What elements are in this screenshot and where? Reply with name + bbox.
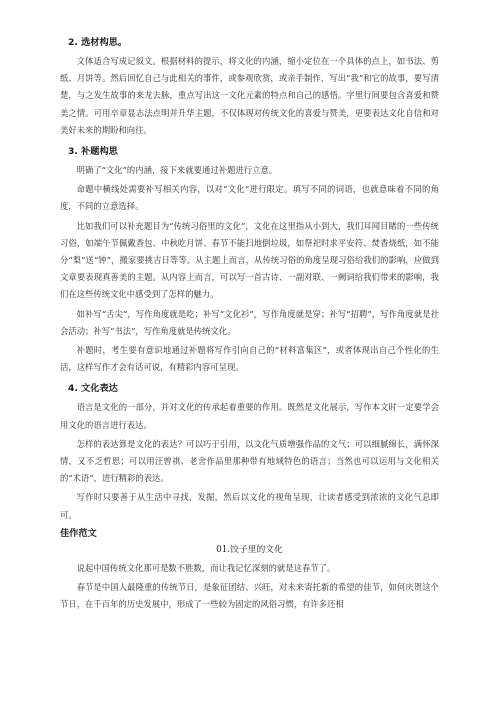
paragraph: 语言是文化的一部分，并对文化的传承起着重要的作用。既然是文化展示，写作本文时一定要学会用文化的语言进行表达。 bbox=[60, 402, 439, 430]
section-heading: 3. 补题构思 bbox=[68, 146, 118, 158]
paragraph: 文体适合写成记叙文。根据材料的提示，将文化的内涵，缩小定位在一个具体的点上，如书法、剪纸、月饼等。然后回忆自己与此相关的事件，或参观欣赏，或亲手制作，写出“我”和它的故事，要写清楚，与之发生故事的来龙去脉，重点写出这一文化元素的特点和自己的感悟。字里行间要包含喜爱和赞美之情。可用卒章显志法点明并升华主题，不仅体现对传统文化的喜爱与赞美，更要表达文化自信和对美好未来的期盼和向往。 bbox=[60, 56, 439, 135]
sample-essay bbox=[60, 527, 439, 614]
paragraph: 如补写“舌尖”，写作角度就是吃；补写“文化衫”，写作角度就是穿；补写“招聘”，写作角度就是社会活动；补写“书法”，写作角度就是传统文化。 bbox=[60, 308, 439, 336]
paragraph: 比如我们可以补充题目为“传统习俗里的文化”，文化在这里指从小到大，我们耳闻目睹的一些传统习俗，如端午节佩戴香包、中秋吃月饼、春节不能扫地倒垃圾，如祭祀时求平安符、焚香烧纸，如不能分“梨”送“钟”，搬家要挑吉日等等。从主题上而言，从传统习俗的角度呈现习俗给我们的影响，应做到文章要表现真善美的主题。从内容上而言，可以写一首古诗、一副对联、一阙词给我们带来的影响，我们在这些传统文化中感受到了怎样的魅力。 bbox=[60, 220, 439, 300]
paragraph: 说起中国传统文化那可是数不胜数，而让我记忆深刻的就是这春节了。 bbox=[76, 562, 336, 573]
paragraph: 明确了“文化”的内涵，接下来就要通过补题进行立意。 bbox=[76, 165, 278, 176]
section-topic-selection bbox=[60, 36, 439, 139]
paragraph: 怎样的表达算是文化的表达？可以巧于引用，以文化气质增强作品的文气；可以细腻绵长，满怀深情，又不乏哲思；可以用汪曾祺、老舍作品里那种带有地域特色的语言；当然也可以运用与文化相关的“术语”，进行精彩的表达。 bbox=[60, 438, 439, 484]
section-heading: 2. 选材构思。 bbox=[68, 37, 128, 48]
sample-essay-label: 佳作范文 bbox=[60, 527, 97, 539]
paragraph: 春节是中国人最隆重的传统节日，是象征团结、兴旺，对未来寄托新的希望的佳节，如何庆贺这个节日，在千百年的历史发展中，形成了一些较为固定的风俗习惯，有许多还相 bbox=[60, 582, 439, 610]
section-heading: 4. 文化表达 bbox=[68, 383, 118, 395]
paragraph: 补题时，考生要有意识地通过补题将写作引向自己的“材料富集区”，或者体现出自己个性化的生活，这样写作才会有话可说，有精彩内容可呈现。 bbox=[60, 345, 439, 373]
paragraph: 命题中横线处需要补写相关内容，以对“文化”进行限定。填写不同的词语，也就意味着不同的角度，不同的立意选择。 bbox=[60, 184, 439, 212]
essay-title: 01.饺子里的文化 bbox=[216, 544, 283, 555]
section-cultural-expression bbox=[60, 382, 439, 523]
section-title-completion bbox=[60, 145, 439, 376]
paragraph: 写作时只要善于从生活中寻找，发掘，然后以文化的视角呈现，让读者感受到浓浓的文化气息即可。 bbox=[60, 492, 439, 520]
